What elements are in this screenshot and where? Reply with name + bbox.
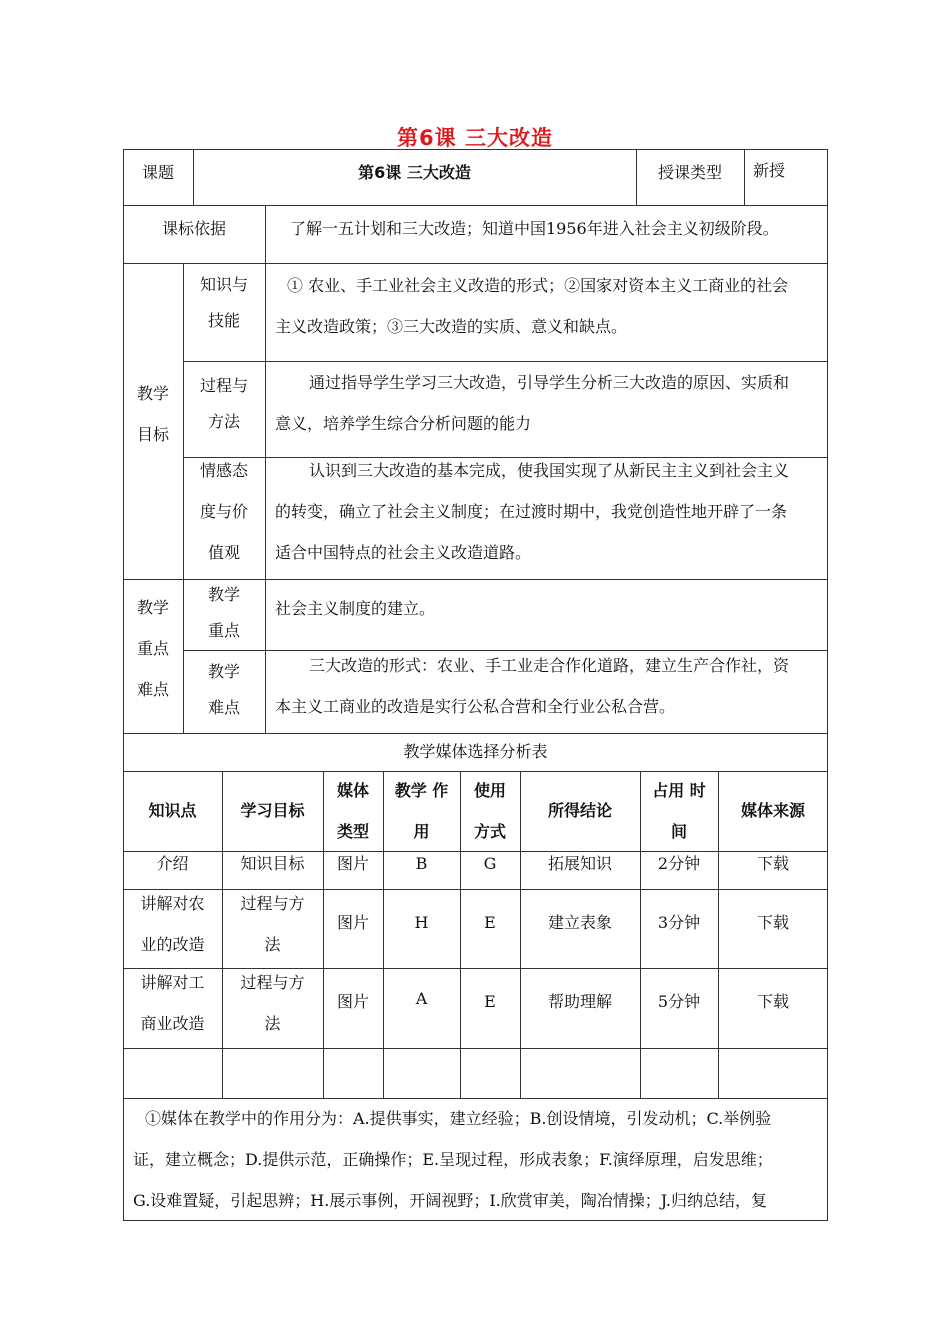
- header-media-type: 媒体 类型: [336, 781, 369, 841]
- table-cell: 3分钟: [657, 913, 701, 932]
- document-title: 第6课 三大改造: [397, 126, 553, 150]
- difficult-point-label: 教学 难点: [207, 662, 240, 717]
- table-cell: G: [483, 854, 497, 873]
- table-cell: H: [414, 913, 429, 932]
- table-cell: 拓展知识: [547, 854, 612, 873]
- topic-value: 第6课 三大改造: [358, 163, 471, 182]
- table-cell: B: [415, 854, 428, 873]
- difficult-point-text: 三大改造的形式：农业、手工业走合作化道路，建立生产合作社，资 本主义工商业的改造是实行公私合营和全行业公私合营。: [275, 656, 790, 716]
- header-knowledge-point: 知识点: [148, 801, 197, 820]
- emotion-text: 认识到三大改造的基本完成，使我国实现了从新民主主义到社会主义 的转变，确立了社会主义制度；在过渡时期中，我党创造性地开辟了一条 适合中国特点的社会主义改造道路。: [275, 461, 790, 562]
- topic-label: 课题: [141, 163, 174, 182]
- curriculum-label: 课标依据: [161, 219, 226, 238]
- header-learning-goal: 学习目标: [240, 801, 305, 820]
- media-role-note: ①媒体在教学中的作用分为：A.提供事实，建立经验；B.创设情境，引发动机；C.举例验 证，建立概念；D.提供示范，正确操作；E.呈现过程，形成表象；F.演绎原理，启发思维； G.设难置疑，引起思辨；H.展示事例，开阔视野；I.欣赏审美，陶冶情操；J.归纳总结，复: [133, 1109, 773, 1210]
- media-table-caption: 教学媒体选择分析表: [403, 742, 548, 761]
- curriculum-text: 了解一五计划和三大改造；知道中国1956年进入社会主义初级阶段。: [290, 219, 779, 238]
- header-media-source: 媒体来源: [740, 801, 805, 820]
- table-cell: 讲解对工 商业改造: [140, 973, 205, 1033]
- table-cell: 介绍: [156, 854, 189, 873]
- table-cell: 2分钟: [657, 854, 701, 873]
- lesson-type-label: 授课类型: [657, 163, 722, 182]
- table-cell: 图片: [336, 913, 369, 932]
- header-time-used: 占用 时 间: [652, 781, 706, 841]
- objectives-label: 教学 目标: [136, 384, 169, 444]
- key-point-text: 社会主义制度的建立。: [275, 599, 436, 618]
- header-usage-method: 使用 方式: [473, 781, 506, 841]
- table-cell: 下载: [756, 992, 789, 1011]
- table-cell: 过程与方 法: [240, 894, 305, 954]
- table-cell: 5分钟: [657, 992, 701, 1011]
- table-cell: 下载: [756, 854, 789, 873]
- table-cell: E: [484, 913, 496, 932]
- knowledge-text: ① 农业、手工业社会主义改造的形式；②国家对资本主义工商业的社会 主义改造政策；③三大改造的实质、意义和缺点。: [275, 276, 789, 336]
- table-cell: 讲解对农 业的改造: [140, 894, 205, 954]
- table-cell: E: [484, 992, 496, 1011]
- table-cell: 建立表象: [547, 913, 612, 932]
- table-cell: 图片: [336, 992, 369, 1011]
- header-teaching-role: 教学 作 用: [394, 781, 449, 841]
- process-text: 通过指导学生学习三大改造，引导学生分析三大改造的原因、实质和 意义，培养学生综合分析问题的能力: [275, 373, 790, 433]
- key-point-label: 教学 重点: [207, 585, 240, 640]
- table-cell: 下载: [756, 913, 789, 932]
- table-cell: 图片: [336, 854, 369, 873]
- key-points-label: 教学 重点 难点: [136, 598, 169, 699]
- table-cell: 过程与方 法: [240, 973, 305, 1033]
- lesson-type-value: 新授: [752, 161, 785, 180]
- table-cell: 知识目标: [240, 854, 305, 873]
- header-conclusion: 所得结论: [547, 801, 612, 820]
- table-cell: 帮助理解: [547, 992, 612, 1011]
- process-label: 过程与 方法: [199, 376, 248, 431]
- emotion-label: 情感态 度与价 值观: [199, 461, 248, 562]
- table-cell: A: [415, 989, 428, 1008]
- knowledge-label: 知识与 技能: [199, 275, 248, 330]
